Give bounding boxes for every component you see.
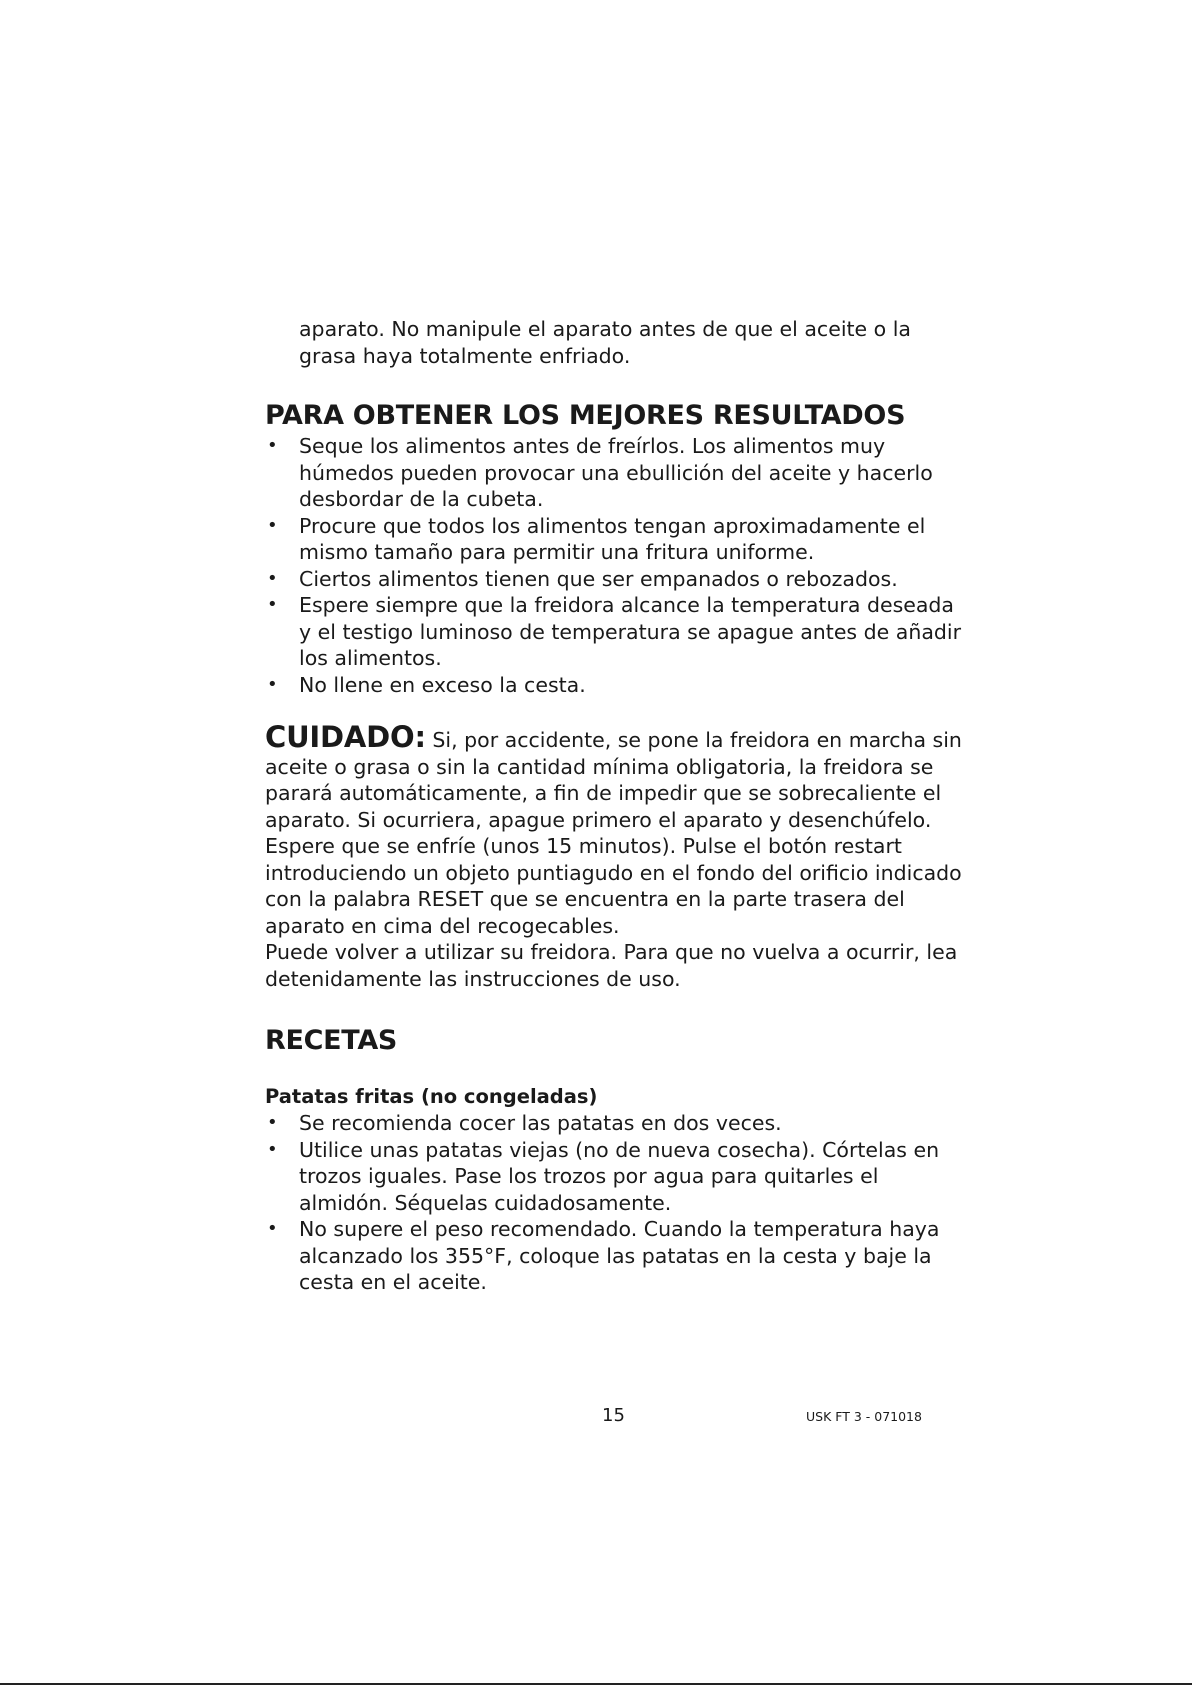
results-heading: PARA OBTENER LOS MEJORES RESULTADOS	[265, 400, 906, 431]
recipe-list-item: • Se recomienda cocer las patatas en dos veces.	[265, 1110, 965, 1137]
recipe-list-item: • Utilice unas patatas viejas (no de nueva cosecha). Córtelas en trozos iguales. Pase los trozos por agua para quitarles el almidón. Séquelas cuidadosamente.	[265, 1137, 965, 1217]
recipe-list	[265, 1110, 965, 1296]
caution-text: Si, por accidente, se pone la freidora en marcha sin aceite o grasa o sin la cantidad mínima obligatoria, la freidora se parará automáticamente, a fin de impedir que se sobrecaliente el aparato. Si ocurriera, apague primero el aparato y desenchúfelo. Espere que se enfríe (unos 15 minutos). Pulse el botón restart introduciendo un objeto puntiagudo en el fondo del orificio indicado con la palabra RESET que se encuentra en la parte trasera del aparato en cima del recogecables.	[265, 728, 962, 938]
caution-paragraph	[265, 720, 965, 939]
document-code: USK FT 3 - 071018	[806, 1409, 922, 1424]
recipe-list-item: • No supere el peso recomendado. Cuando la temperatura haya alcanzado los 355°F, coloque las patatas en la cesta y baje la cesta en el aceite.	[265, 1216, 965, 1296]
results-list-item: • No llene en exceso la cesta.	[265, 672, 965, 699]
results-list-item: • Ciertos alimentos tienen que ser empanados o rebozados.	[265, 566, 965, 593]
intro-paragraph: aparato. No manipule el aparato antes de que el aceite o la grasa haya totalmente enfriado.	[299, 317, 911, 368]
results-list-item: • Procure que todos los alimentos tengan aproximadamente el mismo tamaño para permitir una fritura uniforme.	[265, 513, 965, 566]
results-list-item: • Espere siempre que la freidora alcance la temperatura deseada y el testigo luminoso de temperatura se apague antes de añadir los alimentos.	[265, 592, 965, 672]
results-list	[265, 433, 965, 698]
caution-followup: Puede volver a utilizar su freidora. Para que no vuelva a ocurrir, lea detenidamente las instrucciones de uso.	[265, 940, 958, 991]
page-content	[265, 316, 965, 1296]
page-number: 15	[602, 1405, 625, 1426]
recipes-heading: RECETAS	[265, 1025, 398, 1056]
caution-label: CUIDADO:	[265, 720, 426, 754]
recipe-subheading: Patatas fritas (no congeladas)	[265, 1085, 598, 1108]
results-list-item: • Seque los alimentos antes de freírlos. Los alimentos muy húmedos pueden provocar una ebullición del aceite y hacerlo desbordar de la cubeta.	[265, 433, 965, 513]
